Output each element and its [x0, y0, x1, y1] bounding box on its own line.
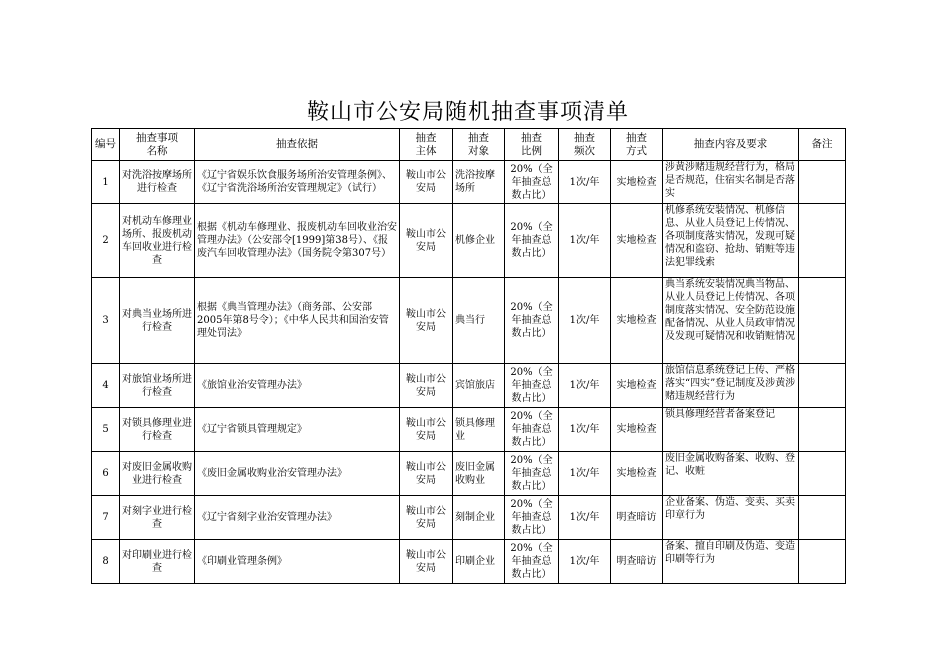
- basis-cell: 《辽宁省锁具管理规定》: [195, 408, 400, 452]
- subject-cell: 鞍山市公安局: [400, 364, 453, 408]
- basis-cell: 根据《机动车修理业、报废机动车回收业治安管理办法》（公安部令[1999]第38号）、《报废汽车回收管理办法》（国务院令第307号）: [195, 204, 400, 278]
- content-cell: 企业备案、伪造、变卖、买卖印章行为: [663, 496, 799, 540]
- inspection-table: [91, 128, 846, 584]
- object-cell: 废旧金属收购业: [453, 452, 505, 496]
- ratio-cell: 20%（全年抽查总数占比）: [505, 452, 559, 496]
- note-cell: [799, 540, 846, 584]
- table-row: [92, 496, 846, 540]
- basis-cell: 根据《典当管理办法》（商务部、公安部2005年第8号令）；《中华人民共和国治安管理处罚法》: [195, 278, 400, 364]
- note-cell: [799, 278, 846, 364]
- method-cell: 明查暗访: [611, 540, 663, 584]
- object-cell: 锁具修理业: [453, 408, 505, 452]
- page-title: 鞍山市公安局随机抽查事项清单: [306, 100, 629, 125]
- frequency-cell: 1次/年: [559, 452, 611, 496]
- ratio-cell: 20%（全年抽查总数占比）: [505, 364, 559, 408]
- frequency-cell: 1次/年: [559, 540, 611, 584]
- subject-cell: 鞍山市公安局: [400, 408, 453, 452]
- subject-cell: 鞍山市公安局: [400, 204, 453, 278]
- subject-cell: 鞍山市公安局: [400, 278, 453, 364]
- method-cell: 实地检查: [611, 452, 663, 496]
- frequency-cell: 1次/年: [559, 204, 611, 278]
- method-cell: 实地检查: [611, 408, 663, 452]
- item-name-cell: 对废旧金属收购业进行检查: [120, 452, 195, 496]
- content-cell: 废旧金属收购备案、收购、登记、收赃: [663, 452, 799, 496]
- table-row: [92, 452, 846, 496]
- row-number-cell: 2: [92, 204, 120, 278]
- item-name-cell: 对锁具修理业进行检查: [120, 408, 195, 452]
- header-cell: 抽查 频次: [559, 129, 611, 161]
- method-cell: 实地检查: [611, 161, 663, 204]
- header-cell: 抽查事项 名称: [120, 129, 195, 161]
- content-cell: 机修系统安装情况、机修信息、从业人员登记上传情况、各项制度落实情况，发现可疑情况和盗窃、抢劫、销赃等违法犯罪线索: [663, 204, 799, 278]
- method-cell: 实地检查: [611, 278, 663, 364]
- header-cell: 抽查 对象: [453, 129, 505, 161]
- header-cell: 编号: [92, 129, 120, 161]
- basis-cell: 《辽宁省娱乐饮食服务场所治安管理条例》、《辽宁省洗浴场所治安管理规定》（试行）: [195, 161, 400, 204]
- object-cell: 典当行: [453, 278, 505, 364]
- header-cell: 抽查内容及要求: [663, 129, 799, 161]
- item-name-cell: 对洗浴按摩场所进行检查: [120, 161, 195, 204]
- object-cell: 宾馆旅店: [453, 364, 505, 408]
- object-cell: 刻制企业: [453, 496, 505, 540]
- object-cell: 洗浴按摩场所: [453, 161, 505, 204]
- method-cell: 实地检查: [611, 204, 663, 278]
- method-cell: 明查暗访: [611, 496, 663, 540]
- basis-cell: 《辽宁省刻字业治安管理办法》: [195, 496, 400, 540]
- header-cell: 抽查依据: [195, 129, 400, 161]
- row-number-cell: 4: [92, 364, 120, 408]
- table-row: [92, 540, 846, 584]
- note-cell: [799, 496, 846, 540]
- frequency-cell: 1次/年: [559, 364, 611, 408]
- row-number-cell: 8: [92, 540, 120, 584]
- header-row: [92, 129, 846, 161]
- item-name-cell: 对印刷业进行检查: [120, 540, 195, 584]
- content-cell: 典当系统安装情况典当物品、从业人员登记上传情况、各项制度落实情况、安全防范设施配备情况、从业人员政审情况及发现可疑情况和收销赃情况: [663, 278, 799, 364]
- row-number-cell: 3: [92, 278, 120, 364]
- row-number-cell: 7: [92, 496, 120, 540]
- note-cell: [799, 408, 846, 452]
- subject-cell: 鞍山市公安局: [400, 161, 453, 204]
- note-cell: [799, 452, 846, 496]
- table-row: [92, 278, 846, 364]
- subject-cell: 鞍山市公安局: [400, 452, 453, 496]
- table-row: [92, 204, 846, 278]
- basis-cell: 《废旧金属收购业治安管理办法》: [195, 452, 400, 496]
- header-cell: 抽查 主体: [400, 129, 453, 161]
- ratio-cell: 20%（全年抽查总数占比）: [505, 408, 559, 452]
- row-number-cell: 6: [92, 452, 120, 496]
- row-number-cell: 1: [92, 161, 120, 204]
- note-cell: [799, 364, 846, 408]
- item-name-cell: 对刻字业进行检查: [120, 496, 195, 540]
- method-cell: 实地检查: [611, 364, 663, 408]
- object-cell: 印刷企业: [453, 540, 505, 584]
- subject-cell: 鞍山市公安局: [400, 540, 453, 584]
- frequency-cell: 1次/年: [559, 408, 611, 452]
- item-name-cell: 对机动车修理业场所、报废机动车回收业进行检查: [120, 204, 195, 278]
- basis-cell: 《旅馆业治安管理办法》: [195, 364, 400, 408]
- subject-cell: 鞍山市公安局: [400, 496, 453, 540]
- table-row: [92, 364, 846, 408]
- table-row: [92, 161, 846, 204]
- ratio-cell: 20%（全年抽查总数占比）: [505, 278, 559, 364]
- basis-cell: 《印刷业管理条例》: [195, 540, 400, 584]
- header-cell: 备注: [799, 129, 846, 161]
- table-row: [92, 408, 846, 452]
- content-cell: 旅馆信息系统登记上传、严格落实“四实”登记制度及涉黄涉赌违规经营行为: [663, 364, 799, 408]
- ratio-cell: 20%（全年抽查总数占比）: [505, 540, 559, 584]
- frequency-cell: 1次/年: [559, 161, 611, 204]
- frequency-cell: 1次/年: [559, 278, 611, 364]
- object-cell: 机修企业: [453, 204, 505, 278]
- note-cell: [799, 204, 846, 278]
- header-cell: 抽查 比例: [505, 129, 559, 161]
- header-cell: 抽查 方式: [611, 129, 663, 161]
- ratio-cell: 20%（全年抽查总数占比）: [505, 496, 559, 540]
- ratio-cell: 20%（全年抽查总数占比）: [505, 204, 559, 278]
- ratio-cell: 20%（全年抽查总数占比）: [505, 161, 559, 204]
- item-name-cell: 对典当业场所进行检查: [120, 278, 195, 364]
- frequency-cell: 1次/年: [559, 496, 611, 540]
- content-cell: 涉黄涉赌违规经营行为，格局是否规范，住宿实名制是否落实: [663, 161, 799, 204]
- note-cell: [799, 161, 846, 204]
- content-cell: 备案、擅自印刷及伪造、变造印刷等行为: [663, 540, 799, 584]
- item-name-cell: 对旅馆业场所进行检查: [120, 364, 195, 408]
- content-cell: 锁具修理经营者备案登记: [663, 408, 799, 452]
- row-number-cell: 5: [92, 408, 120, 452]
